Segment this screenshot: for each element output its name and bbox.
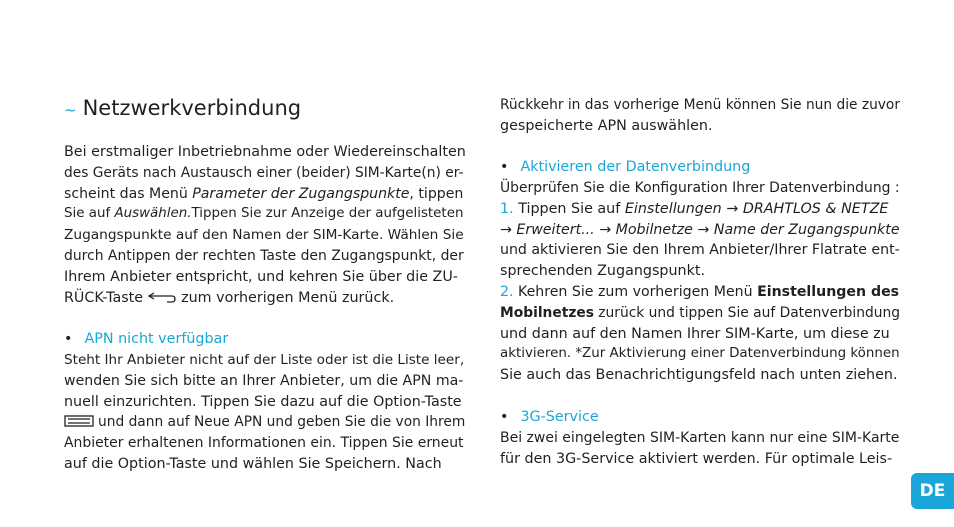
bullet-dot: •: [64, 331, 73, 347]
text-line: Zugangspunkte auf den Namen der SIM-Karte. Wählen Sie: [64, 227, 464, 244]
bullet-apn-heading: [64, 329, 228, 350]
text-line: Überprüfen Sie die Konfiguration Ihrer Datenverbindung :: [500, 180, 900, 196]
step-number: 1.: [500, 200, 514, 217]
bullet-label: APN nicht verfügbar: [84, 331, 229, 347]
intro-paragraph: [64, 142, 464, 308]
text-line: Sie auf Auswählen.Tippen Sie zur Anzeige der aufgelisteten: [64, 206, 464, 222]
text-line: Steht Ihr Anbieter nicht auf der Liste oder ist die Liste leer,: [64, 352, 465, 368]
3g-paragraph: [500, 428, 900, 470]
bullet-dot: •: [500, 409, 509, 425]
text-line: nuell einzurichten. Tippen Sie dazu auf die Option-Taste: [64, 393, 462, 410]
back-arrow-icon: [147, 291, 177, 303]
text-line: sprechenden Zugangspunkt.: [500, 263, 706, 280]
step-2: 2. Kehren Sie zum vorherigen Menü Einstellungen des: [500, 283, 900, 300]
language-badge: DE: [911, 473, 954, 509]
data-connection-paragraph: [500, 178, 900, 386]
text-line: scheint das Menü Parameter der Zugangspunkte, tippen: [64, 185, 464, 202]
text-line: → Erweitert... → Mobilnetze → Name der Zugangspunkte: [500, 221, 900, 238]
text-line: auf die Option-Taste und wählen Sie Speichern. Nach: [64, 455, 442, 472]
heading-title: Netzwerkverbindung: [82, 96, 302, 120]
text-line: Ihrem Anbieter entspricht, und kehren Sie über die ZU-: [64, 268, 458, 285]
text-line: Bei erstmaliger Inbetriebnahme oder Wiedereinschalten: [64, 144, 466, 160]
text-line: des Geräts nach Austausch einer (beider) SIM-Karte(n) er-: [64, 164, 464, 181]
text-line: durch Antippen der rechten Taste den Zugangspunkt, der: [64, 247, 464, 264]
apn-paragraph: [64, 350, 464, 475]
bullet-data-heading: [500, 157, 750, 178]
text-line: aktivieren. *Zur Aktivierung einer Datenverbindung können: [500, 346, 900, 362]
text-line: Anbieter erhaltenen Informationen ein. Tippen Sie erneut: [64, 435, 464, 452]
menu-key-icon: [64, 415, 94, 427]
bullet-3g-heading: [500, 407, 599, 428]
text-line: wenden Sie sich bitte an Ihrer Anbieter, um die APN ma-: [64, 372, 464, 389]
text-line: gespeicherte APN auswählen.: [500, 117, 713, 134]
section-heading: [64, 94, 301, 124]
continuation-paragraph: [500, 95, 900, 137]
text-line: Mobilnetzes zurück und tippen Sie auf Datenverbindung: [500, 304, 900, 321]
bullet-label: Aktivieren der Datenverbindung: [520, 159, 751, 175]
text-line: für den 3G-Service aktiviert werden. Für optimale Leis-: [500, 450, 893, 467]
text-line: und dann auf Neue APN und geben Sie die von Ihrem: [64, 412, 464, 433]
text-line: Bei zwei eingelegten SIM-Karten kann nur eine SIM-Karte: [500, 430, 900, 446]
text-line: Sie auch das Benachrichtigungsfeld nach unten ziehen.: [500, 367, 898, 384]
text-line: und dann auf den Namen Ihrer SIM-Karte, um diese zu: [500, 325, 890, 342]
text-line: und aktivieren Sie den Ihrem Anbieter/Ihrer Flatrate ent-: [500, 242, 900, 259]
heading-tilde: ~: [64, 101, 77, 119]
text-line: Rückkehr in das vorherige Menü können Sie nun die zuvor: [500, 97, 900, 113]
step-number: 2.: [500, 283, 514, 300]
step-1: 1. Tippen Sie auf Einstellungen → DRAHTLOS & NETZE: [500, 200, 889, 217]
bullet-label: 3G-Service: [520, 409, 599, 425]
bullet-dot: •: [500, 159, 509, 175]
text-line: RÜCK-Taste zum vorherigen Menü zurück.: [64, 289, 395, 306]
